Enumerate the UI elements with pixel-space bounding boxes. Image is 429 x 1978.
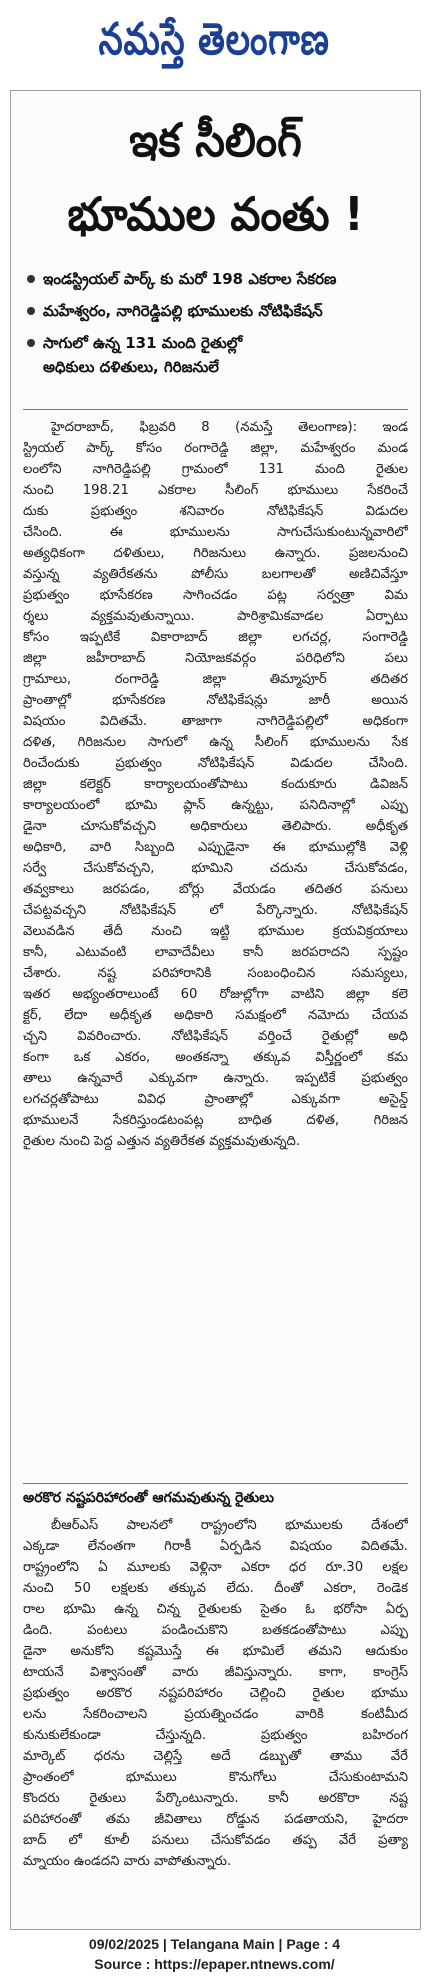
section-divider (23, 409, 408, 410)
bullet-text-continued: అధికులు దళితులు, గిరిజనులే (43, 358, 219, 376)
highlight-bullet (23, 299, 408, 323)
body-line: నుంచి 198.21 ఎకరాల సీలింగ్ భూములు సేకరించే (23, 483, 408, 498)
body-line: ప్రాంతాల్లో భూసేకరణ నోటిఫికేషన్లు జారీ అయిన (23, 693, 408, 708)
highlight-bullet (23, 331, 408, 379)
newspaper-masthead (14, 10, 414, 80)
body-line: నుంచి 50 లక్షలకు తక్కువ లేదు. దీంతో ఎకరా, రెండెక (23, 1581, 408, 1596)
body-line: కంగా ఒక ఎకరం, అంతకన్నా తక్కువ విస్తీర్ణంలో కమ (23, 1050, 408, 1065)
body-line: మ్నాయం ఉండదని వారు వాపోతున్నారు. (23, 1854, 232, 1869)
body-line: స్ట్రియల్ పార్క్ కోసం రంగారెడ్డి జిల్లా, మహేశ్వరం మండ (23, 441, 408, 456)
body-line: డింది. పంటలు పండించుకొని బతకడంతోపాటు ఎప్పు (23, 1623, 408, 1638)
body-line: లను సేకరించాలని ప్రయత్నించడం వారికి కంటిమీద (23, 1707, 408, 1722)
article-body-part-2 (23, 1515, 408, 1872)
body-line: ఎక్కడా లేనంతగా గిరాకీ ఏర్పడిన విషయం విదితమే. (23, 1539, 408, 1554)
body-line: డైనా అనుకోని కష్టమొస్తే ఈ భూమిలే తమని ఆదుకుం (23, 1644, 408, 1659)
body-line: వస్తున్న వ్యతిరేకతను పోలీసు బలగాలతో అణిచివేస్తూ (23, 567, 408, 582)
page-footer (0, 1934, 429, 1974)
bullet-dot-icon (27, 339, 35, 347)
body-line: ఇతర అభ్యంతరాలుంటే 60 రోజుల్లోగా వాటిని జిల్లా కలె (23, 987, 408, 1002)
body-line: పరిహారంతో తమ జీవితాలు రోడ్డున పడతాయని, హైదరా (23, 1812, 408, 1827)
edition-info: 09/02/2025 | Telangana Main | Page : 4 (88, 1936, 341, 1952)
body-line: తాలు ఉన్నవారే ఎక్కువగా ఉన్నారు. ఇప్పటికే ప్రభుత్వం (23, 1071, 408, 1086)
article-clipping (10, 90, 421, 1930)
article-subheading: అరకొర నష్టపరిహారంతో ఆగమవుతున్న రైతులు (23, 1490, 274, 1506)
body-line: రించేందుకు ప్రభుత్వం నోటిఫికేషన్ విడుదల చేసింది. (23, 756, 408, 771)
body-line: జిల్లా కలెక్టర్ కార్యాలయంతోపాటు కందుకూరు డివిజన్ (23, 777, 408, 792)
body-line: హైదరాబాద్, ఫిబ్రవరి 8 (నమస్తే తెలంగాణ): ఇండ (51, 420, 408, 435)
body-line: దళిత, గిరిజనుల సాగులో ఉన్న సీలింగ్ భూములను సేక (23, 735, 408, 750)
body-line: బాద్ లో కూలీ పనులు చేసుకోవడం తప్ప వేరే ప్రత్యా (23, 1833, 408, 1848)
body-line: కొందరు రైతులు పేర్కొంటున్నారు. కానీ అరకొరా నష్ట (23, 1791, 408, 1806)
bullet-text: ఇండస్ట్రియల్ పార్క్ కు మరో 198 ఎకరాల సేకరణ (43, 270, 337, 288)
body-line: లంలోని నాగిరెడ్డిపల్లి గ్రామంలో 131 మంది రైతుల (23, 462, 408, 477)
masthead-logo-text: నమస్తే తెలంగాణ (98, 14, 330, 65)
body-line: జిల్లా జహీరాబాద్ నియోజకవర్గం పరిధిలోని పలు (23, 651, 408, 666)
body-line: కోసం ఇప్పటికే వికారాబాద్ జిల్లా లగచర్ల, సంగారెడ్డి (23, 630, 408, 645)
article-headline (21, 103, 410, 251)
body-line: కునుకులేకుండా చేస్తున్నది. ప్రభుత్వం బహిరంగ (23, 1728, 408, 1743)
body-line: రాష్ట్రంలోని ఏ మూలకు వెళ్లినా ఎకరా ధర రూ.30 లక్షల (23, 1560, 408, 1575)
body-line: తవ్వకాలు జరపడం, బోర్లు వేయడం తదితర పనులు (23, 882, 408, 897)
body-line: రైతుల నుంచి పెద్ద ఎత్తున వ్యతిరేకత వ్యక్తమవుతున్నది. (23, 1134, 301, 1149)
headline-line-1: ఇక సీలింగ్ (129, 113, 302, 167)
body-line: ప్రభుత్వం భూసేకరణ సాగించడం పట్ల సర్వత్రా విమ (23, 588, 408, 603)
body-line: విషయం విదితమే. తాజాగా నాగిరెడ్డిపల్లిలో అధికంగా (23, 714, 408, 729)
body-line: గ్రామాలు, రంగారెడ్డి జిల్లా తిమ్మాపూర్ తదితర (23, 672, 408, 687)
body-line: చేపట్టవచ్చని నోటిఫికేషన్ లో పేర్కొన్నారు. నోటిఫికేషన్ (23, 903, 408, 918)
body-line: బీఆర్ఎస్ పాలనలో రాష్ట్రంలోని భూములకు దేశంలో (51, 1518, 408, 1533)
body-line: సర్వే చేసుకోవచ్చని, భూమిని చదును చేసుకోవడం, (23, 861, 408, 876)
bullet-text: మహేశ్వరం, నాగిరెడ్డిపల్లి భూములకు నోటిఫికేషన్ (43, 302, 323, 320)
body-line: అధికారి, వారి సిబ్బంది ఎప్పుడైనా ఈ భూముల్లోకి వెళ్లి (23, 840, 408, 855)
body-line: భూములనే సేకరిస్తుండటంపట్ల బాధిత దళిత, గిరిజన (23, 1113, 408, 1128)
body-line: రాల భూమి ఉన్న చిన్న రైతులకు సైతం ఓ భరోసా ఏర్ప (23, 1602, 408, 1617)
source-link[interactable]: Source : https://epaper.ntnews.com/ (94, 1956, 335, 1972)
article-body-part-1 (23, 417, 408, 1152)
body-line: కార్యాలయంలో భూమి ప్లాన్ ఉన్నట్టు, పనిదినాల్లో ఎప్పు (23, 798, 408, 813)
body-line: కానీ, ఎటువంటి లావాదేవీలు కానీ జరపరాదని స్పష్టం (23, 945, 408, 960)
body-line: లగచర్లతోపాటు వివిధ ప్రాంతాల్లో ఎక్కువగా అసైన్డ్ (23, 1092, 408, 1107)
body-line: ప్రభుత్వం అరకొర నష్టపరిహారం చెల్లించి రైతుల భూము (23, 1686, 408, 1701)
body-line: చేశారు. నష్ట పరిహారానికి సంబంధించిన సమస్యలు, (23, 966, 408, 981)
body-line: అత్యధికంగా దళితులు, గిరిజనులు ఉన్నారు. ప్రజలనుంచి (23, 546, 408, 561)
body-line: దుకు ప్రభుత్వం శనివారం నోటిఫికేషన్ విడుదల (23, 504, 408, 519)
bullet-text: సాగులో ఉన్న 131 మంది రైతుల్లో (43, 334, 243, 352)
body-line: ర్శలు వ్యక్తమవుతున్నాయి. పారిశ్రామికవాడల ఏర్పాటు (23, 609, 408, 624)
highlight-bullets (23, 267, 408, 379)
bullet-dot-icon (27, 307, 35, 315)
body-line: చేసింది. ఈ భూములను సాగుచేసుకుంటున్నవారిలో (23, 525, 408, 540)
body-line: టాయనే విశ్వాసంతో వారు జీవిస్తున్నారు. కాగా, కాంగ్రెస్ (23, 1665, 408, 1680)
body-line: మార్కెట్ ధరను చెల్లిస్తే అదే డబ్బుతో తాము వేరే (23, 1749, 408, 1764)
body-line: ప్రాంతంలో భూములు కొనుగోలు చేసుకుంటామని (23, 1770, 408, 1785)
body-line: క్టర్, లేదా అధీకృత అధికారి సమక్షంలో నమోదు చేయవ (23, 1008, 408, 1023)
highlight-bullet (23, 267, 408, 291)
body-line: వెలువడిన తేదీ నుంచి ఇట్టి భూముల క్రయవిక్రయాలు (23, 924, 408, 939)
section-divider (23, 1483, 408, 1484)
headline-line-2: భూముల వంతు ! (67, 187, 364, 241)
body-line: డైనా చూసుకోవచ్చని అధికారులు తెలిపారు. అధీకృత (23, 819, 408, 834)
bullet-dot-icon (27, 275, 35, 283)
body-line: చ్చని వివరించారు. నోటిఫికేషన్ వర్తించే రైతుల్లో అధి (23, 1029, 408, 1044)
